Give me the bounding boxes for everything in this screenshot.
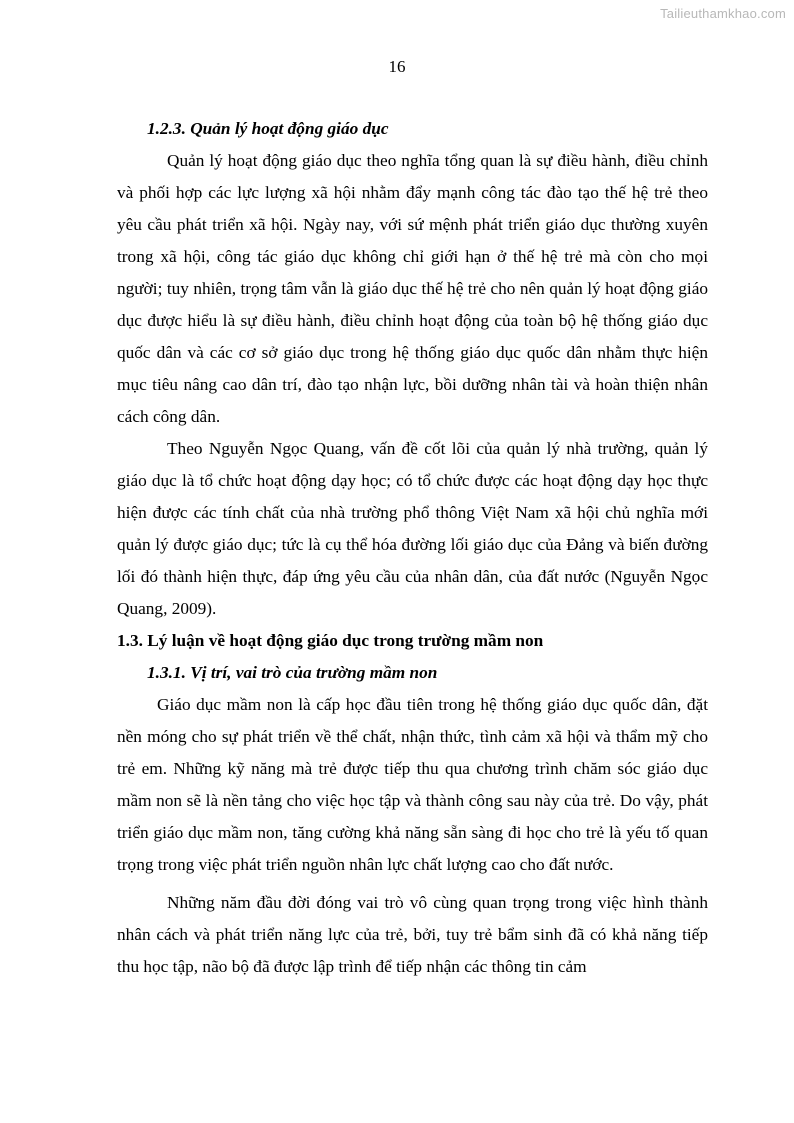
paragraph: Theo Nguyễn Ngọc Quang, vấn đề cốt lõi của quản lý nhà trường, quản lý giáo dục là tổ chức hoạt động dạy học; có tổ chức được các hoạt động dạy học thực hiện được các tính chất của nhà trường phổ thông Việt Nam xã hội chủ nghĩa mới quản lý được giáo dục; tức là cụ thể hóa đường lối giáo dục của Đảng và biến đường lối đó thành hiện thực, đáp ứng yêu cầu của nhân dân, của đất nước (Nguyễn Ngọc Quang, 2009). (117, 439, 708, 618)
document-body (117, 113, 708, 983)
paragraph: Quản lý hoạt động giáo dục theo nghĩa tổng quan là sự điều hành, điều chỉnh và phối hợp các lực lượng xã hội nhằm đẩy mạnh công tác đào tạo thế hệ trẻ theo yêu cầu phát triển xã hội. Ngày nay, với sứ mệnh phát triển giáo dục thường xuyên trong xã hội, công tác giáo dục không chỉ giới hạn ở thế hệ trẻ mà còn cho mọi người; tuy nhiên, trọng tâm vẫn là giáo dục thế hệ trẻ cho nên quản lý hoạt động giáo dục được hiểu là sự điều hành, điều chỉnh hoạt động của toàn bộ hệ thống giáo dục quốc dân và các cơ sở giáo dục trong hệ thống giáo dục quốc dân nhằm thực hiện mục tiêu nâng cao dân trí, đào tạo nhận lực, bồi dưỡng nhân tài và hoàn thiện nhân cách công dân. (117, 151, 708, 426)
section-heading-1-2-3: 1.2.3. Quản lý hoạt động giáo dục (147, 119, 389, 138)
section-heading-1-3: 1.3. Lý luận về hoạt động giáo dục trong trường mầm non (117, 631, 544, 650)
watermark-text: Tailieuthamkhao.com (660, 6, 786, 21)
paragraph: Những năm đầu đời đóng vai trò vô cùng quan trọng trong việc hình thành nhân cách và phát triển năng lực của trẻ, bởi, tuy trẻ bẩm sinh đã có khả năng tiếp thu học tập, não bộ đã được lập trình để tiếp nhận các thông tin cảm (117, 893, 708, 976)
section-heading-1-3-1: 1.3.1. Vị trí, vai trò của trường mầm non (147, 663, 438, 682)
page-number: 16 (388, 57, 406, 76)
paragraph: Giáo dục mầm non là cấp học đầu tiên trong hệ thống giáo dục quốc dân, đặt nền móng cho sự phát triển về thể chất, nhận thức, tình cảm xã hội và thẩm mỹ cho trẻ em. Những kỹ năng mà trẻ được tiếp thu qua chương trình chăm sóc giáo dục mầm non sẽ là nền tảng cho việc học tập và thành công sau này của trẻ. Do vậy, phát triển giáo dục mầm non, tăng cường khả năng sẵn sàng đi học cho trẻ là yếu tố quan trọng trong việc phát triển nguồn nhân lực chất lượng cao cho đất nước. (117, 695, 708, 874)
